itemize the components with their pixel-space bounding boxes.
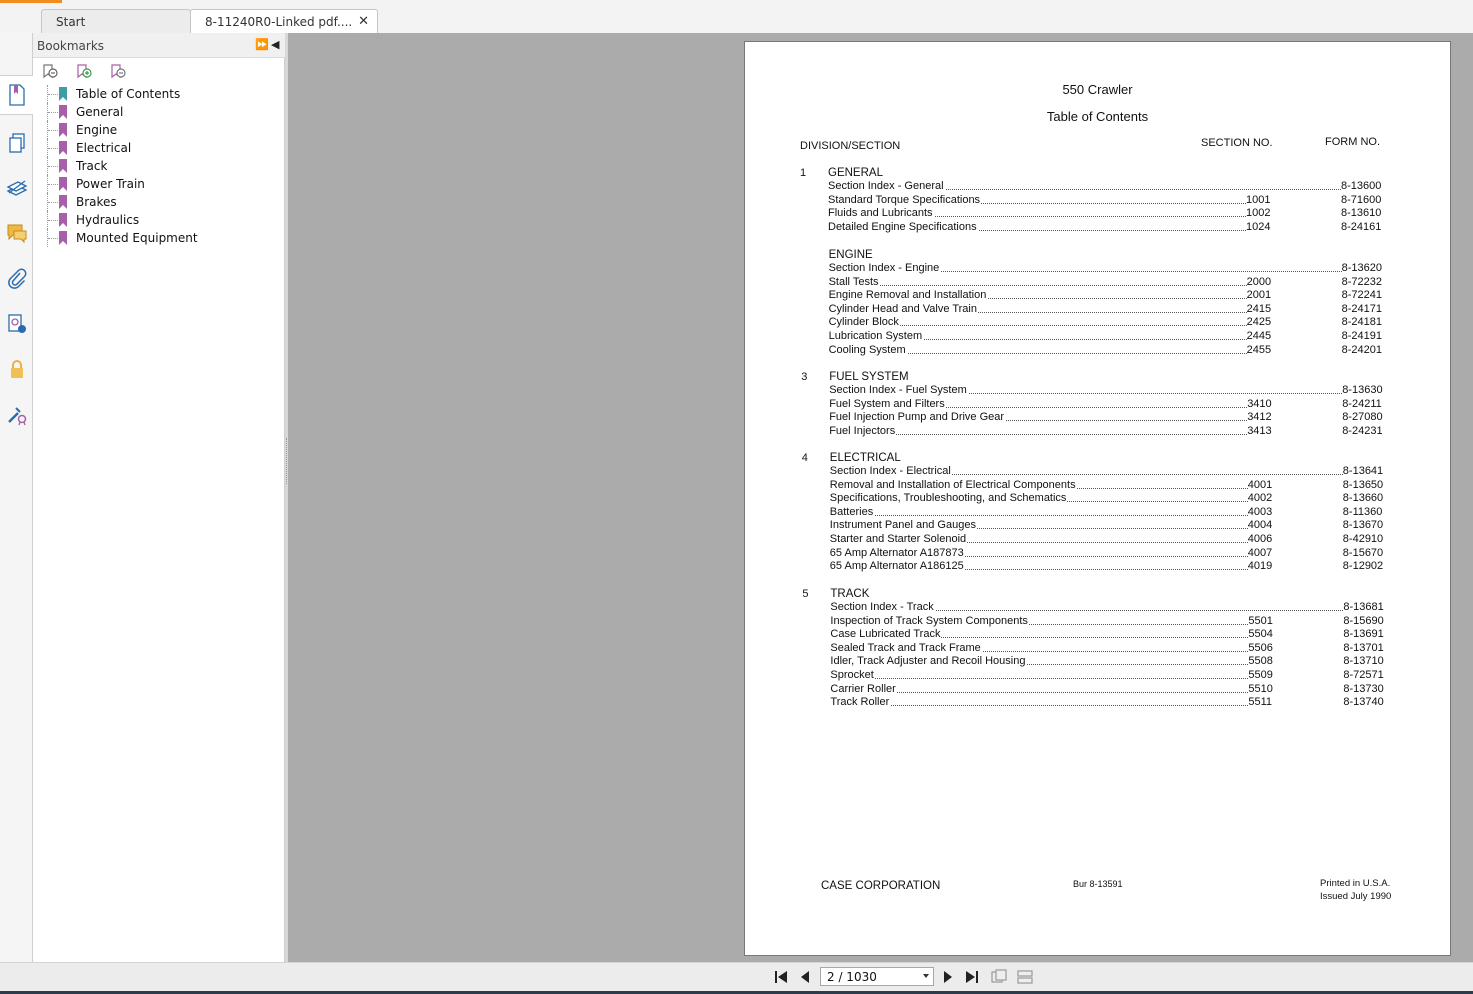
toc-row[interactable] [829,303,1387,317]
toc-row-section-number: 5509 [1248,669,1273,681]
delete-bookmark-icon[interactable] [109,63,127,81]
section-name: GENERAL [828,167,883,179]
toc-row-form-number: 8-24161 [1341,220,1382,233]
comments-panel-icon[interactable] [0,213,33,253]
toc-row-label: Section Index - Electrical [829,465,951,477]
toc-row-label: Fuel Injection Pump and Drive Gear [829,411,1005,424]
toc-row[interactable] [830,492,1388,506]
toc-row-label: Starter and Starter Solenoid [829,533,967,545]
toc-row-label: Section Index - Track [830,601,934,613]
toc-row-form-number: 8-13670 [1342,519,1384,532]
tab-start[interactable] [41,9,191,33]
toc-row-section-number: 4004 [1247,519,1273,532]
toc-row-form-number: 8-15690 [1343,614,1384,627]
toc-row-label: Sprocket [830,669,874,681]
app-accent-bar [0,0,62,3]
bookmarks-panel [33,33,285,962]
toc-row[interactable] [830,560,1388,574]
toc-row-label: Fluids and Lubricants [828,207,933,220]
bookmark-label: Power Train [76,177,145,191]
column-header-form: FORM NO. [1325,136,1380,148]
toc-row[interactable] [829,411,1387,425]
toc-row-section-number: 3412 [1247,411,1272,424]
toc-row-label: Section Index - General [828,180,944,192]
bookmark-label: Hydraulics [76,213,140,227]
section-name: FUEL SYSTEM [829,371,909,383]
page-navigation-bar [0,962,1473,991]
bookmark-label: Electrical [76,141,132,155]
toc-row-section-number: 2455 [1246,343,1272,356]
attachments-panel-icon[interactable] [0,259,33,299]
toc-row-form-number: 8-13620 [1341,262,1382,274]
toc-row-section-number: 2445 [1246,330,1272,342]
section-number: 1 [800,167,807,179]
next-page-icon[interactable] [939,969,957,985]
toc-row-form-number: 8-13740 [1343,696,1384,709]
toc-row[interactable] [829,384,1387,398]
toc-row-label: Stall Tests [828,275,879,288]
dot-leader [830,515,1248,516]
footer-company: CASE CORPORATION [821,880,941,892]
section-name: TRACK [830,588,870,600]
toc-row-section-number: 2000 [1246,275,1272,288]
section-name: ENGINE [828,249,873,261]
toc-row[interactable] [829,316,1387,330]
page-number-input[interactable] [820,967,934,986]
toc-row-form-number: 8-13730 [1343,682,1384,695]
toc-row-label: 65 Amp Alternator A187873 [829,546,964,559]
toc-row-section-number: 5508 [1248,655,1273,668]
splitter-grip[interactable] [286,438,287,484]
toc-row[interactable] [829,289,1387,303]
toc-row[interactable] [828,194,1386,208]
toc-row[interactable] [830,628,1388,642]
toc-row-form-number: 8-24191 [1341,330,1382,342]
toc-row-section-number: 1002 [1246,207,1271,220]
bookmark-label: Mounted Equipment [76,231,198,245]
add-bookmark-icon[interactable] [75,63,93,81]
layers-panel-icon[interactable] [0,168,33,208]
toc-row-form-number: 8-24231 [1342,424,1383,437]
toc-row-section-number: 2415 [1246,302,1272,315]
bookmarks-panel-title: Bookmarks [37,39,105,53]
toc-row-section-number: 5511 [1248,696,1273,709]
tab-label: Start [56,15,86,29]
bookmark-item[interactable] [41,229,198,247]
tab-label: 8-11240R0-Linked pdf.... [205,15,353,29]
section-name: ELECTRICAL [829,452,901,464]
dot-leader [830,705,1248,706]
toc-row-label: Cylinder Head and Valve Train [828,302,977,315]
bookmark-item[interactable] [41,157,198,175]
bookmark-item[interactable] [41,85,198,103]
toc-row[interactable] [830,655,1388,669]
toc-row[interactable] [830,533,1388,547]
toc-row-section-number: 1024 [1246,220,1271,233]
toc-row-form-number: 8-72241 [1341,289,1382,302]
dot-leader [830,678,1248,679]
toc-row-form-number: 8-24211 [1342,397,1382,410]
bookmark-item[interactable] [41,121,198,139]
toc-row-label: 65 Amp Alternator A186125 [829,560,964,573]
toc-row-section-number: 1001 [1246,193,1271,206]
tab-bar [0,0,1473,33]
document-subtitle: Table of Contents [1046,109,1149,124]
toc-row-label: Cylinder Block [828,316,899,329]
toc-row[interactable] [829,330,1387,344]
single-page-icon[interactable] [990,969,1008,985]
toc-row[interactable] [830,547,1388,561]
bookmark-icon [58,105,68,119]
toc-row-label: Case Lubricated Track [830,628,941,641]
toc-row-label: Detailed Engine Specifications [828,220,977,233]
certify-panel-icon[interactable] [0,395,33,435]
last-page-icon[interactable] [963,969,981,985]
section-number: 4 [801,452,808,464]
security-panel-icon[interactable] [0,349,33,389]
bookmark-icon [58,195,68,209]
page-indicator: 2 / 1030 [827,970,877,984]
toc-row-form-number: 8-13610 [1341,207,1382,220]
bookmark-item[interactable] [41,175,198,193]
toc-row-label: Engine Removal and Installation [828,289,987,302]
column-header-division: DIVISION/SECTION [800,140,901,152]
toc-row-section-number: 5501 [1248,614,1273,627]
toc-row-label: Carrier Roller [830,682,896,695]
toc-row[interactable] [830,696,1388,710]
bookmark-label: Engine [76,123,118,137]
bookmarks-panel-header [33,33,285,58]
pdf-page [744,41,1451,956]
dot-leader [829,285,1247,286]
bookmark-toolbar [41,63,127,83]
toc-row-label: Lubrication System [828,330,923,342]
side-rail [0,33,33,962]
footer-form-ref: Bur 8-13591 [1073,879,1123,889]
toc-row-label: Batteries [829,505,874,518]
toc-row-section-number: 4019 [1247,560,1273,573]
bookmark-icon [58,123,68,137]
bookmark-icon [58,231,68,245]
tab-document[interactable] [190,9,378,33]
expand-bookmark-icon[interactable] [41,63,59,81]
toc-row[interactable] [829,344,1387,358]
toc-row-label: Sealed Track and Track Frame [830,641,981,654]
toc-row-section-number: 5506 [1248,641,1273,654]
toc-row[interactable] [830,506,1388,520]
toc-row[interactable] [829,262,1387,276]
toc-row-section-number: 5510 [1248,682,1273,695]
toc-row[interactable] [830,683,1388,697]
toc-row-section-number: 3410 [1247,397,1272,410]
column-header-section: SECTION NO. [1201,137,1273,149]
toc-row[interactable] [829,398,1387,412]
toc-row-form-number: 8-27080 [1342,411,1383,424]
toc-row-form-number: 8-13650 [1342,478,1384,491]
toc-row-label: Section Index - Fuel System [829,384,967,396]
toc-row-label: Fuel System and Filters [829,397,945,410]
toc-row-section-number: 4006 [1247,533,1273,545]
toc-row[interactable] [830,465,1388,479]
toc-row-form-number: 8-13701 [1343,641,1384,654]
toc-row-form-number: 8-13660 [1342,492,1384,505]
toc-row[interactable] [830,615,1388,629]
toc-row-form-number: 8-13681 [1343,601,1384,613]
toc-row-section-number: 4002 [1247,492,1273,505]
bookmark-label: Table of Contents [76,87,181,101]
toc-row[interactable] [829,276,1387,290]
toc-row-section-number: 3413 [1247,424,1272,437]
bookmark-icon [58,177,68,191]
toc-row-form-number: 8-13630 [1342,384,1383,396]
bookmark-item[interactable] [41,211,198,229]
bookmark-icon [58,141,68,155]
toc-row[interactable] [828,207,1386,221]
footer-printed: Printed in U.S.A. [1320,878,1391,889]
pages-panel-icon[interactable] [0,123,33,163]
signatures-panel-icon[interactable] [0,304,33,344]
toc-row-section-number: 2425 [1246,316,1272,329]
toc-row-section-number: 4003 [1247,505,1273,518]
collapse-panel-icon[interactable]: ◀ [271,38,280,51]
toc-row-label: Standard Torque Specifications [828,193,981,206]
toc-row-form-number: 8-72571 [1343,669,1384,681]
continuous-page-icon[interactable] [1016,969,1034,985]
toc-row-form-number: 8-12902 [1342,560,1384,573]
toc-row-label: Fuel Injectors [829,424,896,437]
toc-row-section-number: 2001 [1246,289,1272,302]
footer-issued: Issued July 1990 [1320,891,1392,902]
first-page-icon[interactable] [772,969,790,985]
toc-row-label: Cooling System [828,343,906,356]
toc-row-form-number: 8-13641 [1342,465,1384,477]
toc-row-section-number: 5504 [1248,628,1273,641]
toc-row-form-number: 8-13600 [1341,180,1382,192]
toc-row[interactable] [828,221,1386,235]
toc-row-form-number: 8-11360 [1342,505,1383,518]
toc-row-section-number: 4007 [1247,546,1273,559]
toc-row-label: Instrument Panel and Gauges [829,519,976,532]
toc-row-form-number: 8-13710 [1343,655,1384,668]
toc-row-form-number: 8-72232 [1341,275,1382,288]
toc-row-form-number: 8-24201 [1341,343,1382,356]
bookmark-item[interactable] [41,139,198,157]
previous-page-icon[interactable] [796,969,814,985]
bookmark-icon [58,87,68,101]
bookmark-label: Track [76,159,108,173]
toc-row-label: Track Roller [830,696,890,709]
toc-row[interactable] [830,479,1388,493]
expand-panel-icon[interactable]: ⏩ [255,38,269,51]
toc-row-label: Removal and Installation of Electrical Components [829,478,1076,491]
close-tab-icon[interactable]: ✕ [358,14,369,29]
toc-row-section-number: 4001 [1247,478,1273,491]
bookmark-item[interactable] [41,193,198,211]
bookmark-label: Brakes [76,195,117,209]
toc-row[interactable] [830,669,1388,683]
document-title: 550 Crawler [1062,82,1133,97]
bookmark-icon [58,159,68,173]
bookmark-icon [58,213,68,227]
toc-row[interactable] [829,425,1387,439]
toc-row[interactable] [830,642,1388,656]
toc-row-form-number: 8-24181 [1341,316,1382,329]
bookmark-label: General [76,105,124,119]
section-number: 5 [802,588,809,600]
toc-row[interactable] [828,180,1386,194]
bookmark-item[interactable] [41,103,198,121]
toc-row-label: Section Index - Engine [828,262,940,274]
toc-row-label: Specifications, Troubleshooting, and Schematics [829,492,1067,505]
toc-row-form-number: 8-71600 [1341,193,1382,206]
section-number: 3 [801,371,808,383]
toc-row-form-number: 8-15670 [1342,546,1384,559]
toc-row[interactable] [830,601,1388,615]
bookmarks-panel-icon[interactable] [0,75,33,115]
toc-row[interactable] [830,519,1388,533]
toc-row-label: Idler, Track Adjuster and Recoil Housing [830,655,1026,668]
toc-row-form-number: 8-13691 [1343,628,1384,641]
document-viewer[interactable] [288,33,1473,962]
chevron-down-icon[interactable] [923,974,929,978]
toc-row-label: Inspection of Track System Components [830,614,1028,627]
toc-row-form-number: 8-42910 [1342,533,1384,545]
toc-row-form-number: 8-24171 [1341,302,1382,315]
bookmark-list [41,85,198,247]
